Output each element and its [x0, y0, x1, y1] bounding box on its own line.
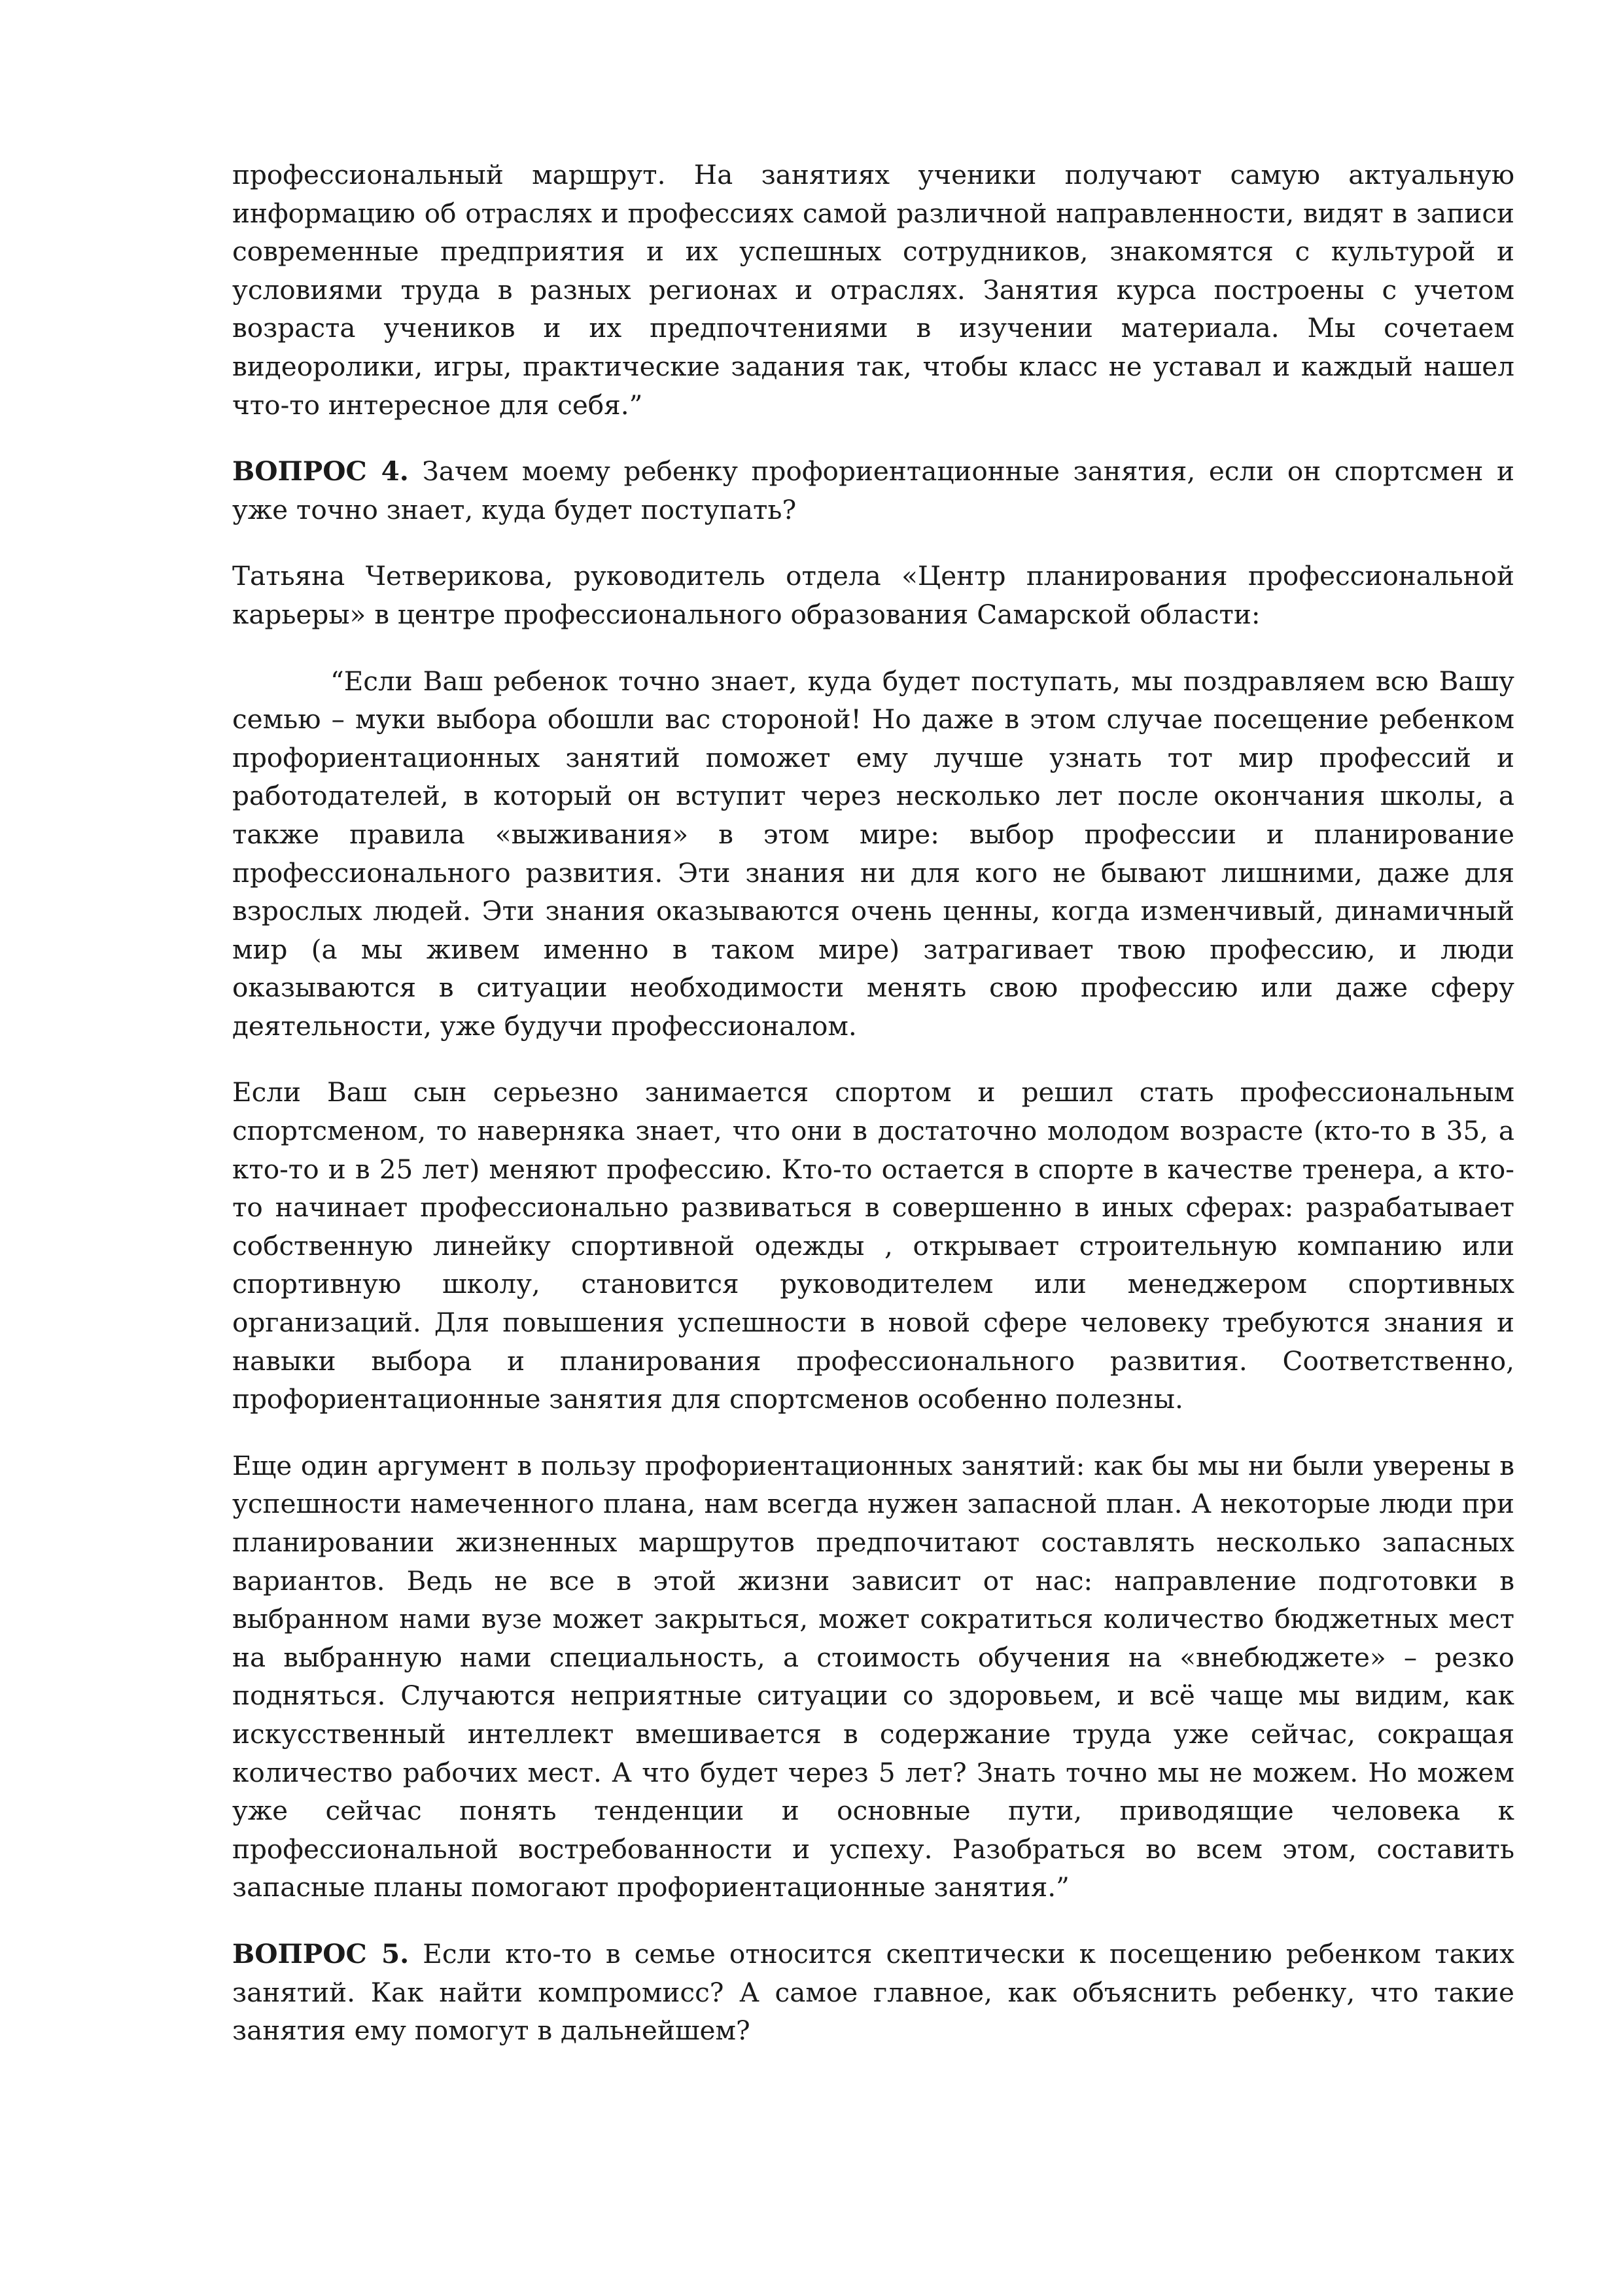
question-4 [232, 452, 1514, 529]
question-4-label: ВОПРОС 4. [232, 455, 409, 487]
answer-attribution: Татьяна Четверикова, руководитель отдела «Центр планирования профессиональной карьеры» в центре профессионального образования Самарской области: [232, 560, 1514, 630]
question-5 [232, 1935, 1514, 2050]
question-5-text: Если кто-то в семье относится скептически к посещению ребенком таких занятий. Как найти компромисс? А самое главное, как объяснить ребенку, что такие занятия ему помогут в дальнейшем? [232, 1937, 1514, 2047]
document-page [232, 156, 1514, 2050]
question-4-text: Зачем моему ребенку профориентационные занятия, если он спортсмен и уже точно знает, куда будет поступать? [232, 455, 1514, 525]
paragraph-answer-3: Еще один аргумент в пользу профориентационных занятий: как бы мы ни были уверены в успешности намеченного плана, нам всегда нужен запасной план. А некоторые люди при планировании жизненных маршрутов предпочитают составлять несколько запасных вариантов. Ведь не все в этой жизни зависит от нас: направление подготовки в выбранном нами вузе может закрыться, может сократиться количество бюджетных мест на выбранную нами специальность, а стоимость обучения на «внебюджете» – резко подняться. Случаются неприятные ситуации со здоровьем, и всё чаще мы видим, как искусственный интеллект вмешивается в содержание труда уже сейчас, сокращая количество рабочих мест. А что будет через 5 лет? Знать точно мы не можем. Но можем уже сейчас понять тенденции и основные пути, приводящие человека к профессиональной востребованности и успеху. Разобраться во всем этом, составить запасные планы помогают профориентационные занятия.” [232, 1449, 1514, 1903]
paragraph-answer-1: “Если Ваш ребенок точно знает, куда будет поступать, мы поздравляем всю Вашу семью – муки выбора обошли вас стороной! Но даже в этом случае посещение ребенком профориентационных занятий поможет ему лучше узнать тот мир профессий и работодателей, в который он вступит через несколько лет после окончания школы, а также правила «выживания» в этом мире: выбор профессии и планирование профессионального развития. Эти знания ни для кого не бывают лишними, даже для взрослых людей. Эти знания оказываются очень ценны, когда изменчивый, динамичный мир (а мы живем именно в таком мире) затрагивает твою профессию, и люди оказываются в ситуации необходимости менять свою профессию или даже сферу деятельности, уже будучи профессионалом. [232, 665, 1514, 1042]
paragraph-answer-2: Если Ваш сын серьезно занимается спортом и решил стать профессиональным спортсменом, то наверняка знает, что они в достаточно молодом возрасте (кто-то в 35, а кто-то и в 25 лет) меняют профессию. Кто-то остается в спорте в качестве тренера, а кто-то начинает профессионально развиваться в совершенно в иных сферах: разрабатывает собственную линейку спортивной одежды , открывает строительную компанию или спортивную школу, становится руководителем или менеджером спортивных организаций. Для повышения успешности в новой сфере человеку требуются знания и навыки выбора и планирования профессионального развития. Соответственно, профориентационные занятия для спортсменов особенно полезны. [232, 1076, 1514, 1415]
paragraph-intro-continuation: профессиональный маршрут. На занятиях ученики получают самую актуальную информацию об отраслях и профессиях самой различной направленности, видят в записи современные предприятия и их успешных сотрудников, знакомятся с культурой и условиями труда в разных регионах и отраслях. Занятия курса построены с учетом возраста учеников и их предпочтениями в изучении материала. Мы сочетаем видеоролики, игры, практические задания так, чтобы класс не уставал и каждый нашел что-то интересное для себя.” [232, 159, 1514, 421]
question-5-label: ВОПРОС 5. [232, 1937, 410, 1969]
